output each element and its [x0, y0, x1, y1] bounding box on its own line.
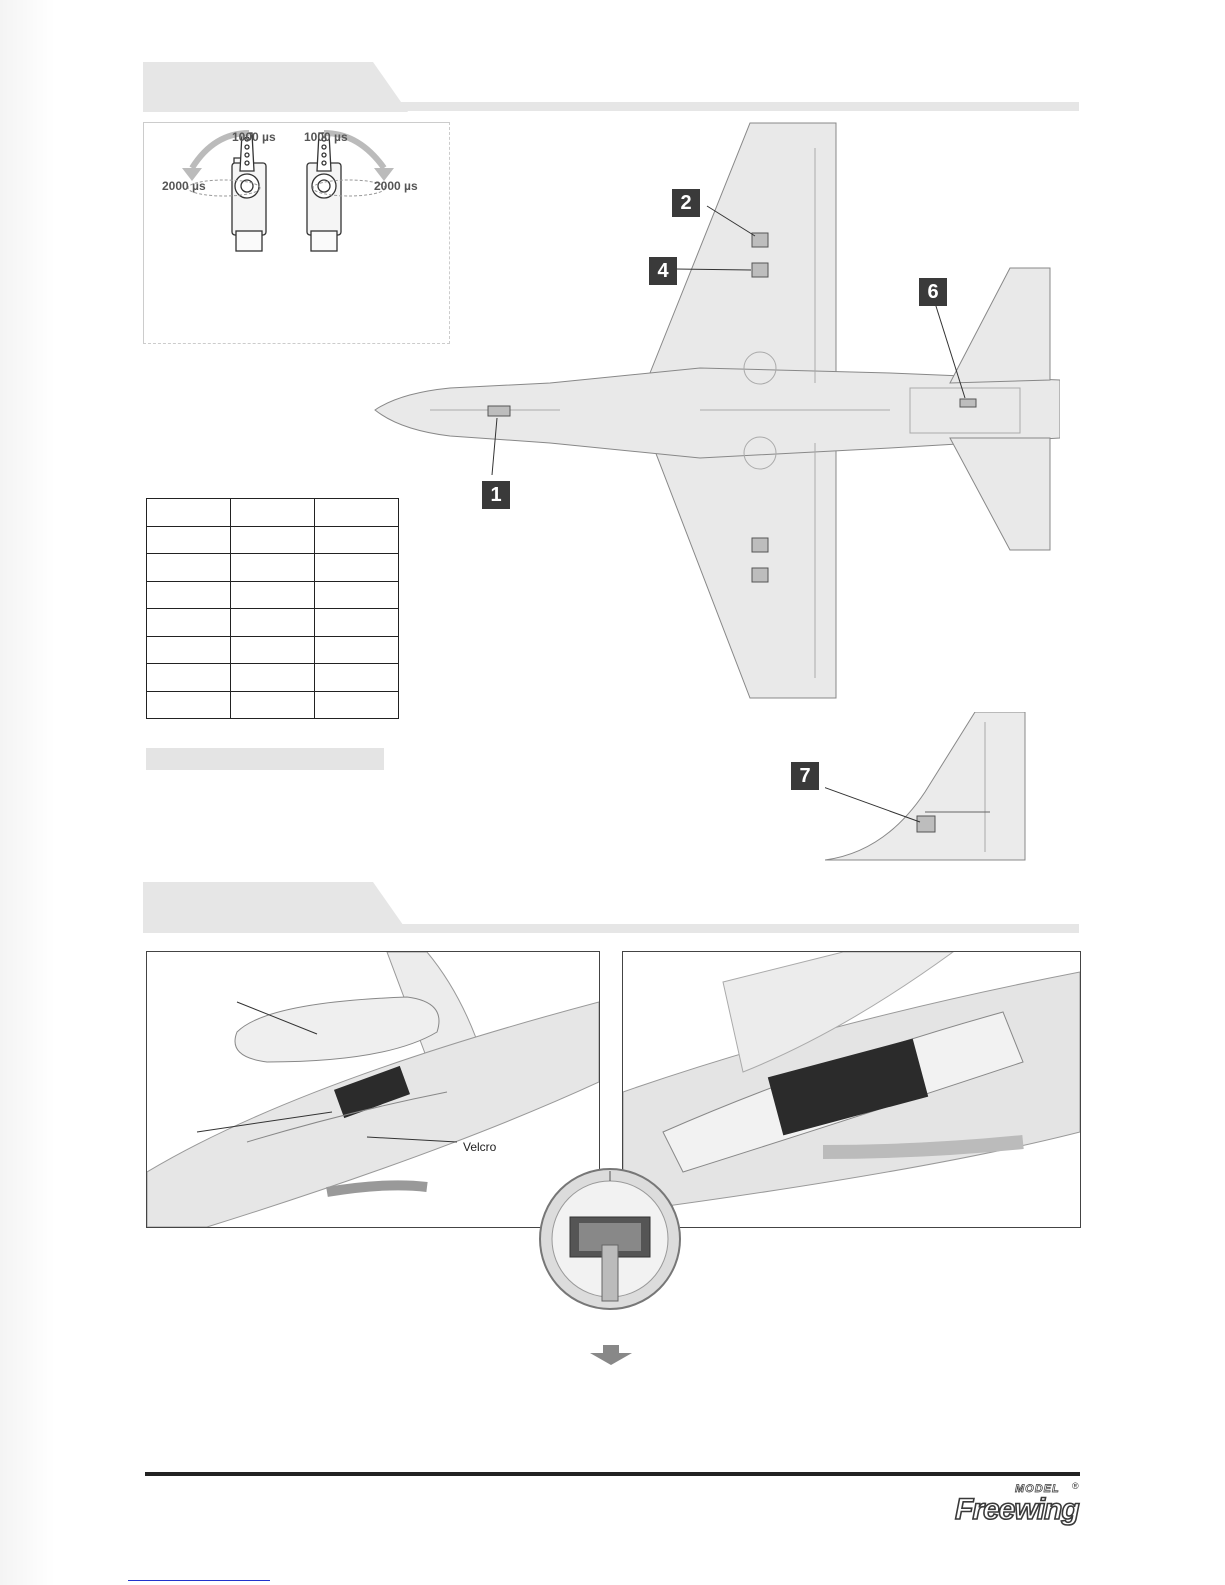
callout-2: 2: [672, 189, 700, 217]
table-cell: [315, 499, 399, 527]
table-cell: [315, 609, 399, 637]
servo-right-2000us-label: 2000 µs: [374, 179, 418, 193]
servo-left-2000us-label: 2000 µs: [162, 179, 206, 193]
table-cell: [315, 691, 399, 719]
note-bar: [146, 748, 384, 770]
footer-rule: [145, 1472, 1080, 1476]
callout-7: 7: [791, 762, 819, 790]
callout-4: 4: [649, 257, 677, 285]
table-row: [147, 691, 399, 719]
logo-main-text: Freewing: [955, 1493, 1079, 1526]
table-cell: [147, 609, 231, 637]
table-row: [147, 581, 399, 609]
table-row: [147, 554, 399, 582]
aircraft-top-view: [370, 118, 1060, 703]
table-cell: [231, 526, 315, 554]
freewing-logo: [955, 1481, 1080, 1526]
section-header-line-servo: [143, 102, 1079, 111]
table-row: [147, 636, 399, 664]
table-cell: [315, 664, 399, 692]
registered-mark: ®: [1072, 1481, 1079, 1491]
table-cell: [231, 691, 315, 719]
battery-install-illustration: [147, 952, 599, 1227]
velcro-label: Velcro: [463, 1140, 497, 1154]
table-cell: [231, 499, 315, 527]
down-arrow-icon: [590, 1345, 632, 1365]
table-cell: [315, 581, 399, 609]
latch-detail-inset: [537, 1165, 683, 1313]
table-cell: [315, 554, 399, 582]
table-row: [147, 609, 399, 637]
table-cell: [231, 636, 315, 664]
callout-6: 6: [919, 278, 947, 306]
table-cell: [147, 526, 231, 554]
table-cell: [147, 554, 231, 582]
table-cell: [315, 636, 399, 664]
table-cell: [231, 581, 315, 609]
servo-left-1000us-label: 1000 µs: [232, 130, 276, 144]
installation-panel-left: [146, 951, 600, 1228]
section-header-line-install: [143, 924, 1079, 933]
table-row: [147, 526, 399, 554]
bottom-link-underline: [128, 1580, 270, 1581]
installation-panel-right: [622, 951, 1081, 1228]
callout-1: 1: [482, 481, 510, 509]
table-cell: [315, 526, 399, 554]
table-cell: [231, 664, 315, 692]
vertical-tail-view: [825, 712, 1040, 862]
servo-right-1000us-label: 1000 µs: [304, 130, 348, 144]
page-edge-shadow: [0, 0, 55, 1585]
table-row: [147, 664, 399, 692]
table-cell: [147, 691, 231, 719]
logo-sub-text: MODEL: [1015, 1483, 1060, 1495]
channel-table: [146, 498, 399, 719]
battery-bay-closeup-illustration: [623, 952, 1080, 1227]
table-cell: [147, 499, 231, 527]
table-cell: [231, 554, 315, 582]
table-cell: [231, 609, 315, 637]
table-cell: [147, 581, 231, 609]
table-cell: [147, 636, 231, 664]
table-row: [147, 499, 399, 527]
table-cell: [147, 664, 231, 692]
